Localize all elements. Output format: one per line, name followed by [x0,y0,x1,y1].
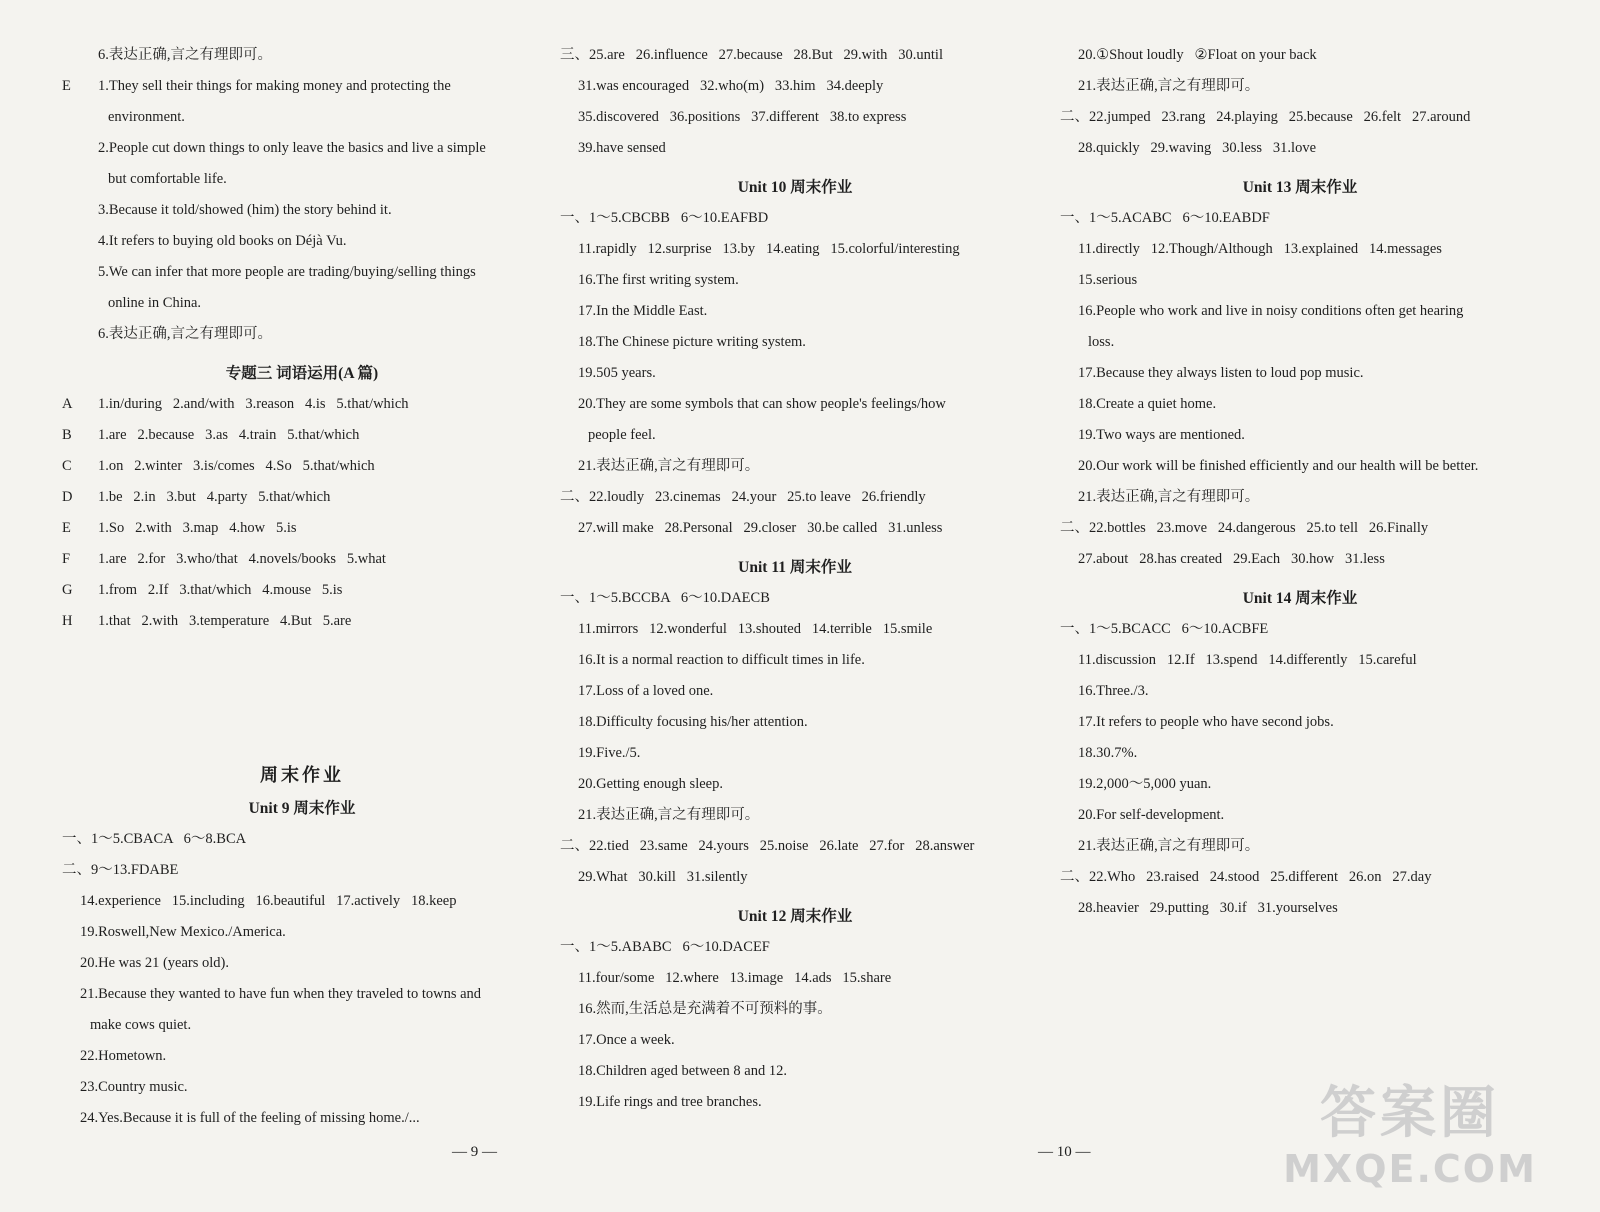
answer-line [560,358,1030,389]
answer-text: 15.serious [1078,272,1138,288]
answer-text: 19.Five./5. [578,745,641,761]
answer-text: 4.It refers to buying old books on Déjà Vu. [98,233,347,249]
answer-line [62,855,542,886]
answer-line [560,738,1030,769]
answer-line [1060,265,1540,296]
answer-line [1060,451,1540,482]
answer-line [1060,676,1540,707]
answer-line [560,645,1030,676]
answer-text: 18.The Chinese picture writing system. [578,334,806,350]
col3-top-lines [1060,40,1540,164]
answer-line [560,133,1030,164]
answer-line [62,1103,542,1134]
answer-text: 24.Yes.Because it is full of the feeling of missing home./... [80,1110,420,1126]
answer-line [1060,707,1540,738]
answer-line [560,707,1030,738]
answer-text: 6.表达正确,言之有理即可。 [98,47,272,63]
answer-text: 1.They sell their things for making money and protecting the [98,78,451,94]
answer-text: 1.in/during 2.and/with 3.reason 4.is 5.that/which [98,396,409,412]
unit9-lines [62,824,542,1134]
answer-text: online in China. [108,295,202,311]
unit11-title: Unit 11 周末作业 [738,559,852,576]
answer-line [560,451,1030,482]
answer-text: 18.Children aged between 8 and 12. [578,1063,787,1079]
answer-line [560,769,1030,800]
answer-text: 21.表达正确,言之有理即可。 [578,807,760,823]
unit14-lines [1060,614,1540,924]
answer-line [62,1041,542,1072]
answer-text: 二、22.bottles 23.move 24.dangerous 25.to tell 26.Finally [1060,520,1429,536]
answer-text: 2.People cut down things to only leave the basics and live a simple [98,140,486,156]
answer-line [1060,296,1540,327]
answer-line [62,1072,542,1103]
left-column [62,40,542,1134]
answer-text: 21.表达正确,言之有理即可。 [1078,489,1260,505]
section-lines [62,389,542,637]
answer-text: 23.Country music. [80,1079,188,1095]
middle-column [560,40,1030,1118]
answer-line [1060,40,1540,71]
right-column [1060,40,1540,924]
item-letter: B [62,427,72,443]
answer-text: 6.表达正确,言之有理即可。 [98,326,272,342]
col1-top-lines [62,40,542,350]
answer-text: 35.discovered 36.positions 37.different 38.to express [578,109,907,125]
answer-line [560,1087,1030,1118]
page-number-10: — 10 — [1038,1144,1091,1160]
item-letter: A [62,396,73,412]
answer-line [1060,203,1540,234]
unit10-title: Unit 10 周末作业 [737,179,853,196]
answer-line [560,862,1030,893]
answer-text: 二、22.Who 23.raised 24.stood 25.different 26.on 27.day [1060,869,1432,885]
answer-text: 三、25.are 26.influence 27.because 28.But 29.with 30.until [560,47,943,63]
answer-text: 27.will make 28.Personal 29.closer 30.be called 31.unless [578,520,943,536]
answer-line [1060,234,1540,265]
answer-text: 21.表达正确,言之有理即可。 [578,458,760,474]
answer-text: 19.Two ways are mentioned. [1078,427,1245,443]
answer-text: 19.Life rings and tree branches. [578,1094,762,1110]
answer-line [62,257,542,288]
answer-text: 一、1～5.BCACC 6～10.ACBFE [1060,621,1269,637]
answer-text: 1.are 2.for 3.who/that 4.novels/books 5.what [98,551,386,567]
answer-text: 二、22.loudly 23.cinemas 24.your 25.to leave 26.friendly [560,489,926,505]
answer-line [560,71,1030,102]
answer-text: 1.that 2.with 3.temperature 4.But 5.are [98,613,352,629]
answer-line [1060,893,1540,924]
answer-line [62,420,542,451]
weekend-title: 周末作业 [260,765,344,785]
answer-text: 1.be 2.in 3.but 4.party 5.that/which [98,489,331,505]
answer-line [62,451,542,482]
answer-line [560,203,1030,234]
unit13-title: Unit 13 周末作业 [1242,179,1358,196]
answer-line [1060,544,1540,575]
answer-text: 19.2,000～5,000 yuan. [1078,776,1212,792]
answer-line [1060,614,1540,645]
answer-text: 一、1～5.BCCBA 6～10.DAECB [560,590,770,606]
watermark-logo [1225,1082,1595,1207]
answer-line [62,319,542,350]
answer-line [62,288,542,319]
answer-line [560,1025,1030,1056]
answer-text: 11.directly 12.Though/Although 13.explained 14.messages [1078,241,1442,257]
answer-text: 20.Our work will be finished efficiently and our health will be better. [1078,458,1479,474]
answer-line [560,327,1030,358]
item-letter: H [62,613,73,629]
answer-text: 14.experience 15.including 16.beautiful 17.actively 18.keep [80,893,457,909]
answer-text: 1.are 2.because 3.as 4.train 5.that/which [98,427,360,443]
answer-line [560,513,1030,544]
answer-text: 二、22.tied 23.same 24.yours 25.noise 26.late 27.for 28.answer [560,838,975,854]
answer-text: 17.In the Middle East. [578,303,708,319]
answer-line [560,420,1030,451]
answer-line [62,917,542,948]
answer-text: 20.For self-development. [1078,807,1225,823]
answer-line [62,164,542,195]
answer-line [560,614,1030,645]
answer-text: 一、1～5.ACABC 6～10.EABDF [1060,210,1270,226]
page-number-9: — 9 — [452,1144,497,1160]
answer-text: people feel. [588,427,656,443]
item-letter: D [62,489,73,505]
answer-line [62,948,542,979]
answer-text: 20.①Shout loudly ②Float on your back [1078,47,1317,63]
answer-line [1060,645,1540,676]
answer-line [1060,862,1540,893]
answer-line [560,994,1030,1025]
answer-text: 31.was encouraged 32.who(m) 33.him 34.deeply [578,78,884,94]
answer-line [62,1010,542,1041]
answer-line [560,932,1030,963]
section-title: 专题三 词语运用(A 篇) [225,365,379,382]
answer-line [62,40,542,71]
item-letter: E [62,520,71,536]
answer-text: 29.What 30.kill 31.silently [578,869,748,885]
answer-line [62,544,542,575]
answer-text: 二、9～13.FDABE [62,862,179,878]
answer-line [560,963,1030,994]
answer-line [62,195,542,226]
answer-line [1060,389,1540,420]
item-letter: F [62,551,71,567]
answer-text: 39.have sensed [578,140,666,156]
answer-line [560,40,1030,71]
answer-text: 21.表达正确,言之有理即可。 [1078,838,1260,854]
answer-text: 5.We can infer that more people are trading/buying/selling things [98,264,476,280]
answer-text: 20.They are some symbols that can show people's feelings/how [578,396,946,412]
answer-text: 16.The first writing system. [578,272,739,288]
answer-line [62,102,542,133]
answer-line [1060,482,1540,513]
answer-text: but comfortable life. [108,171,227,187]
answer-line [560,583,1030,614]
answer-text: 18.30.7%. [1078,745,1138,761]
answer-text: 28.quickly 29.waving 30.less 31.love [1078,140,1317,156]
answer-line [1060,133,1540,164]
answer-text: 17.Because they always listen to loud pop music. [1078,365,1364,381]
answer-line [62,226,542,257]
answer-text: 1.So 2.with 3.map 4.how 5.is [98,520,297,536]
answer-text: 19.505 years. [578,365,656,381]
item-letter: C [62,458,72,474]
answer-line [62,886,542,917]
answer-text: 11.four/some 12.where 13.image 14.ads 15.share [578,970,892,986]
answer-line [1060,738,1540,769]
answer-line [1060,71,1540,102]
answer-line [1060,831,1540,862]
answer-line [62,133,542,164]
answer-line [560,102,1030,133]
answer-text: 1.from 2.If 3.that/which 4.mouse 5.is [98,582,343,598]
answer-text: 11.discussion 12.If 13.spend 14.differently 15.careful [1078,652,1417,668]
answer-line [560,800,1030,831]
answer-line [560,676,1030,707]
answer-line [1060,358,1540,389]
answer-line [560,482,1030,513]
col2-top-lines [560,40,1030,164]
answer-line [62,513,542,544]
unit9-title: Unit 9 周末作业 [248,800,356,817]
answer-text: 一、1～5.CBACA 6～8.BCA [62,831,247,847]
answer-text: 20.Getting enough sleep. [578,776,723,792]
answer-text: 一、1～5.CBCBB 6～10.EAFBD [560,210,769,226]
unit10-lines [560,203,1030,544]
answer-line [560,389,1030,420]
answer-line [560,1056,1030,1087]
answer-line [560,831,1030,862]
answer-text: 21.Because they wanted to have fun when they traveled to towns and [80,986,482,1002]
answer-text: 16.然而,生活总是充满着不可预料的事。 [578,1001,832,1017]
answer-line [560,296,1030,327]
unit12-title: Unit 12 周末作业 [737,908,853,925]
unit11-lines [560,583,1030,893]
answer-text: 22.Hometown. [80,1048,167,1064]
answer-text: 17.Loss of a loved one. [578,683,714,699]
answer-text: 17.It refers to people who have second jobs. [1078,714,1334,730]
answer-line [1060,420,1540,451]
answer-text: 28.heavier 29.putting 30.if 31.yourselves [1078,900,1338,916]
spacer [62,637,542,751]
unit12-lines [560,932,1030,1118]
answer-line [1060,102,1540,133]
answer-line [560,234,1030,265]
answer-line [1060,769,1540,800]
answer-text: 18.Create a quiet home. [1078,396,1217,412]
answer-text: 21.表达正确,言之有理即可。 [1078,78,1260,94]
answer-line [62,824,542,855]
answer-text: 18.Difficulty focusing his/her attention. [578,714,808,730]
answer-text: 16.It is a normal reaction to difficult times in life. [578,652,865,668]
answer-text: 一、1～5.ABABC 6～10.DACEF [560,939,770,955]
answer-text: loss. [1088,334,1115,350]
watermark-url: MXQE.COM [1283,1147,1537,1191]
answer-line [560,265,1030,296]
answer-text: make cows quiet. [90,1017,192,1033]
answer-text: 20.He was 21 (years old). [80,955,229,971]
answer-line [1060,327,1540,358]
answer-line [1060,800,1540,831]
item-letter: G [62,582,73,598]
answer-text: 11.mirrors 12.wonderful 13.shouted 14.terrible 15.smile [578,621,933,637]
answer-line [62,575,542,606]
answer-text: 3.Because it told/showed (him) the story behind it. [98,202,392,218]
answer-line [1060,513,1540,544]
answer-line [62,606,542,637]
answer-text: 27.about 28.has created 29.Each 30.how 31.less [1078,551,1385,567]
watermark-text: 答案圈 [1320,1081,1500,1146]
answer-text: 19.Roswell,New Mexico./America. [80,924,286,940]
answer-text: 1.on 2.winter 3.is/comes 4.So 5.that/which [98,458,375,474]
unit14-title: Unit 14 周末作业 [1242,590,1358,607]
unit13-lines [1060,203,1540,575]
answer-line [62,482,542,513]
item-letter: E [62,78,71,94]
answer-text: 17.Once a week. [578,1032,675,1048]
answer-text: 16.People who work and live in noisy conditions often get hearing [1078,303,1464,319]
answer-text: 16.Three./3. [1078,683,1149,699]
answer-text: 11.rapidly 12.surprise 13.by 14.eating 15.colorful/interesting [578,241,960,257]
answer-line [62,389,542,420]
answer-text: environment. [108,109,185,125]
answer-line [62,979,542,1010]
answer-line [62,71,542,102]
answer-text: 二、22.jumped 23.rang 24.playing 25.because 26.felt 27.around [1060,109,1471,125]
